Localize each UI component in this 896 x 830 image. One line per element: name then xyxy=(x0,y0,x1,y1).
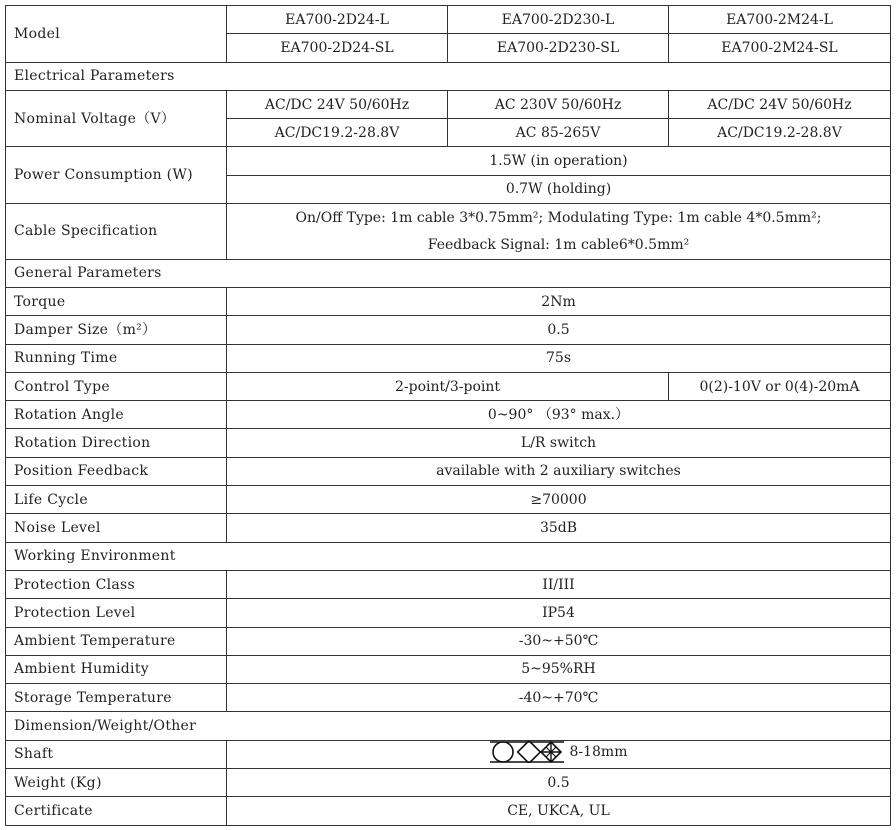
shaft-value-wrap xyxy=(489,741,627,763)
shaft-label: Shaft xyxy=(6,740,227,768)
row-value: 35dB xyxy=(227,514,891,542)
power-operation: 1.5W (in operation) xyxy=(227,147,891,175)
weight-row xyxy=(6,769,891,797)
model-cell: EA700-2D230-L xyxy=(448,6,669,34)
spec-row xyxy=(6,570,891,598)
row-label: Damper Size（m²） xyxy=(6,316,227,344)
voltage-row-1 xyxy=(6,90,891,118)
voltage-cell: AC 230V 50/60Hz xyxy=(448,90,669,118)
row-value: IP54 xyxy=(227,599,891,627)
shaft-shape-icon xyxy=(489,741,565,763)
weight-label: Weight (Kg) xyxy=(6,769,227,797)
row-label: Ambient Temperature xyxy=(6,627,227,655)
row-value: 5~95%RH xyxy=(227,655,891,683)
cable-label: Cable Specification xyxy=(6,204,227,260)
section-row xyxy=(6,62,891,90)
shaft-value-cell xyxy=(227,740,891,768)
cable-row-1 xyxy=(6,204,891,232)
row-value: II/III xyxy=(227,570,891,598)
model-cell: EA700-2D230-SL xyxy=(448,34,669,62)
spec-table xyxy=(5,5,891,826)
row-label: Position Feedback xyxy=(6,457,227,485)
control-type-label: Control Type xyxy=(6,372,227,400)
spec-row xyxy=(6,599,891,627)
voltage-cell: AC/DC 24V 50/60Hz xyxy=(227,90,448,118)
weight-value: 0.5 xyxy=(227,769,891,797)
row-value: 2Nm xyxy=(227,287,891,315)
row-label: Rotation Direction xyxy=(6,429,227,457)
spec-row xyxy=(6,457,891,485)
spec-row xyxy=(6,684,891,712)
voltage-cell: AC/DC 24V 50/60Hz xyxy=(669,90,891,118)
section-dimension: Dimension/Weight/Other xyxy=(6,712,891,740)
row-label: Protection Class xyxy=(6,570,227,598)
shaft-row xyxy=(6,740,891,768)
certificate-row xyxy=(6,797,891,825)
row-value: 0.5 xyxy=(227,316,891,344)
row-label: Protection Level xyxy=(6,599,227,627)
section-electrical: Electrical Parameters xyxy=(6,62,891,90)
control-type-row xyxy=(6,372,891,400)
voltage-label: Nominal Voltage（V） xyxy=(6,90,227,147)
model-cell: EA700-2D24-L xyxy=(227,6,448,34)
voltage-cell: AC/DC19.2-28.8V xyxy=(227,119,448,147)
row-value: 75s xyxy=(227,344,891,372)
model-label: Model xyxy=(6,6,227,63)
shaft-value: 8-18mm xyxy=(569,744,628,761)
model-cell: EA700-2M24-L xyxy=(669,6,891,34)
spec-row xyxy=(6,401,891,429)
section-environment: Working Environment xyxy=(6,542,891,570)
spec-row xyxy=(6,287,891,315)
voltage-cell: AC/DC19.2-28.8V xyxy=(669,119,891,147)
row-label: Running Time xyxy=(6,344,227,372)
section-row xyxy=(6,542,891,570)
certificate-label: Certificate xyxy=(6,797,227,825)
spec-row xyxy=(6,514,891,542)
row-label: Torque xyxy=(6,287,227,315)
section-row xyxy=(6,259,891,287)
spec-row xyxy=(6,627,891,655)
spec-row xyxy=(6,486,891,514)
row-label: Noise Level xyxy=(6,514,227,542)
control-type-onoff: 2-point/3-point xyxy=(227,372,669,400)
row-value: ≥70000 xyxy=(227,486,891,514)
model-row-1 xyxy=(6,6,891,34)
row-label: Ambient Humidity xyxy=(6,655,227,683)
certificate-value: CE, UKCA, UL xyxy=(227,797,891,825)
section-general: General Parameters xyxy=(6,259,891,287)
row-label: Rotation Angle xyxy=(6,401,227,429)
control-type-modulating: 0(2)-10V or 0(4)-20mA xyxy=(669,372,891,400)
cable-line-2: Feedback Signal: 1m cable6*0.5mm² xyxy=(227,231,891,259)
row-value: -40~+70℃ xyxy=(227,684,891,712)
row-label: Storage Temperature xyxy=(6,684,227,712)
row-value: available with 2 auxiliary switches xyxy=(227,457,891,485)
cable-line-1: On/Off Type: 1m cable 3*0.75mm²; Modulating Type: 1m cable 4*0.5mm²; xyxy=(227,204,891,232)
power-label: Power Consumption (W) xyxy=(6,147,227,204)
spec-row xyxy=(6,344,891,372)
row-value: 0~90° （93° max.） xyxy=(227,401,891,429)
model-cell: EA700-2M24-SL xyxy=(669,34,891,62)
row-value: -30~+50℃ xyxy=(227,627,891,655)
spec-row xyxy=(6,316,891,344)
power-holding: 0.7W (holding) xyxy=(227,175,891,203)
spec-row xyxy=(6,655,891,683)
voltage-cell: AC 85-265V xyxy=(448,119,669,147)
spec-row xyxy=(6,429,891,457)
section-row xyxy=(6,712,891,740)
row-value: L/R switch xyxy=(227,429,891,457)
power-row-1 xyxy=(6,147,891,175)
row-label: Life Cycle xyxy=(6,486,227,514)
model-cell: EA700-2D24-SL xyxy=(227,34,448,62)
